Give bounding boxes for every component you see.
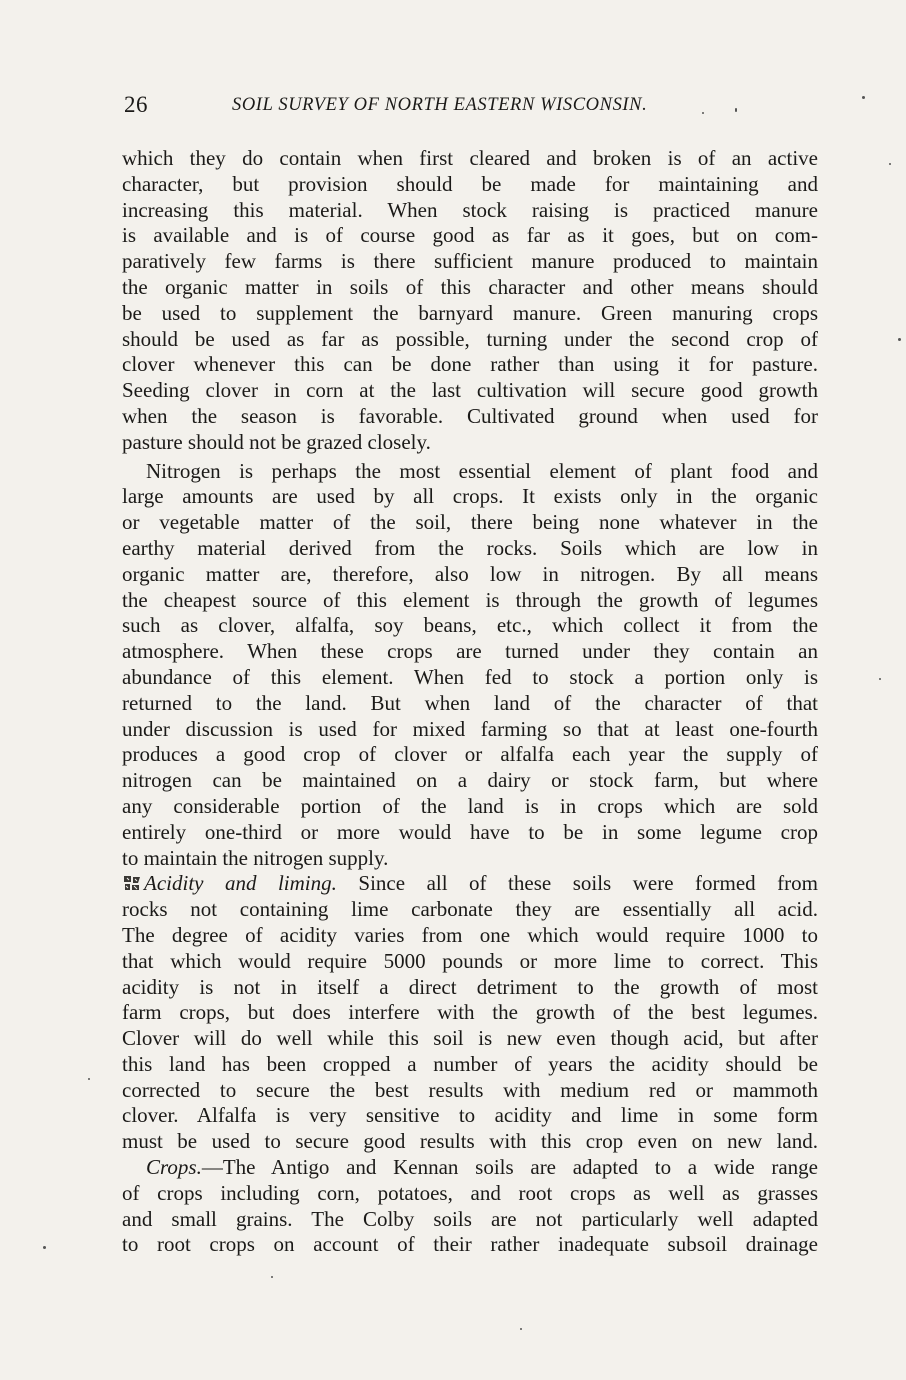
text-line: character, but provision should be made for maintaining and — [122, 171, 818, 196]
paragraph-acidity — [122, 871, 818, 1155]
paragraph-crops — [122, 1155, 818, 1258]
text-line: paratively few farms is there sufficient manure produced to maintain — [122, 249, 818, 274]
text-line: corrected to secure the best results with medium red or mammoth — [122, 1077, 818, 1102]
text-line — [122, 871, 818, 897]
text-line: acidity is not in itself a direct detriment to the growth of most — [122, 974, 818, 999]
print-speck — [879, 678, 881, 680]
text-line: this land has been cropped a number of years the acidity should be — [122, 1051, 818, 1076]
text-line: The degree of acidity varies from one which would require 1000 to — [122, 922, 818, 947]
text-line: when the season is favorable. Cultivated ground when used for — [122, 403, 818, 428]
text-line: produces a good crop of clover or alfalfa each year the supply of — [122, 742, 818, 767]
print-speck — [702, 112, 704, 114]
text-line: or vegetable matter of the soil, there being none whatever in the — [122, 510, 818, 535]
text-line: any considerable portion of the land is in crops which are sold — [122, 793, 818, 818]
text-line: nitrogen can be maintained on a dairy or stock farm, but where — [122, 768, 818, 793]
print-speck — [889, 163, 891, 165]
text-line: that which would require 5000 pounds or more lime to correct. This — [122, 948, 818, 973]
print-speck — [43, 1246, 46, 1249]
text-line: is available and is of course good as far as it goes, but on com- — [122, 223, 818, 248]
print-speck — [88, 1078, 90, 1080]
section-heading-acidity: Acidity and liming. — [144, 871, 337, 896]
text-line: Seeding clover in corn at the last cultivation will secure good growth — [122, 378, 818, 403]
text-line: to maintain the nitrogen supply. — [122, 845, 389, 870]
paragraph-nitrogen — [122, 459, 818, 872]
text-line: Nitrogen is perhaps the most essential element of plant food and — [146, 458, 818, 483]
text-line: farm crops, but does interfere with the growth of the best legumes. — [122, 1000, 818, 1025]
section-heading-crops: Crops. — [146, 1155, 202, 1180]
body-text — [122, 146, 818, 1258]
section-mark-icon — [122, 874, 142, 892]
text-line: the cheapest source of this element is through the growth of legumes — [122, 587, 818, 612]
text-line: the organic matter in soils of this character and other means should — [122, 274, 818, 299]
print-speck — [862, 96, 865, 99]
text-line: organic matter are, therefore, also low in nitrogen. By all means — [122, 561, 818, 586]
text-line: entirely one-third or more would have to be in some legume crop — [122, 819, 818, 844]
text-line: of crops including corn, potatoes, and root crops as well as grasses — [122, 1180, 818, 1205]
text-line: and small grains. The Colby soils are not particularly well adapted — [122, 1206, 818, 1231]
heading-continuation: —The Antigo and Kennan soils are adapted to a wide range — [201, 1155, 818, 1180]
text-line: large amounts are used by all crops. It exists only in the organic — [122, 484, 818, 509]
text-line — [122, 1155, 818, 1181]
text-line: under discussion is used for mixed farming so that at least one-fourth — [122, 716, 818, 741]
text-line: returned to the land. But when land of the character of that — [122, 690, 818, 715]
text-line: must be used to secure good results with this crop even on new land. — [122, 1129, 818, 1154]
text-line: atmosphere. When these crops are turned under they contain an — [122, 639, 818, 664]
page-header — [124, 92, 824, 120]
print-speck — [735, 108, 737, 112]
text-line: be used to supplement the barnyard manure. Green manuring crops — [122, 300, 818, 325]
text-line: such as clover, alfalfa, soy beans, etc., which collect it from the — [122, 613, 818, 638]
text-line: rocks not containing lime carbonate they are essentially all acid. — [122, 897, 818, 922]
paragraph-organic-matter — [122, 146, 818, 456]
print-speck — [898, 338, 901, 341]
page-number: 26 — [124, 92, 148, 117]
text-line: Clover will do well while this soil is new even though acid, but after — [122, 1026, 818, 1051]
text-line: should be used as far as possible, turning under the second crop of — [122, 326, 818, 351]
text-line: increasing this material. When stock raising is practiced manure — [122, 197, 818, 222]
heading-continuation: Since all of these soils were formed from — [336, 871, 818, 896]
running-head: SOIL SURVEY OF NORTH EASTERN WISCONSIN. — [232, 95, 648, 115]
text-line: clover whenever this can be done rather than using it for pasture. — [122, 352, 818, 377]
print-speck — [520, 1328, 522, 1330]
text-line: abundance of this element. When fed to stock a portion only is — [122, 664, 818, 689]
text-line: earthy material derived from the rocks. Soils which are low in — [122, 535, 818, 560]
text-line: pasture should not be grazed closely. — [122, 429, 431, 454]
text-line: which they do contain when first cleared and broken is of an active — [122, 146, 818, 170]
print-speck — [271, 1276, 273, 1278]
text-line: clover. Alfalfa is very sensitive to acidity and lime in some form — [122, 1103, 818, 1128]
text-line: to root crops on account of their rather inadequate subsoil drainage — [122, 1232, 818, 1257]
